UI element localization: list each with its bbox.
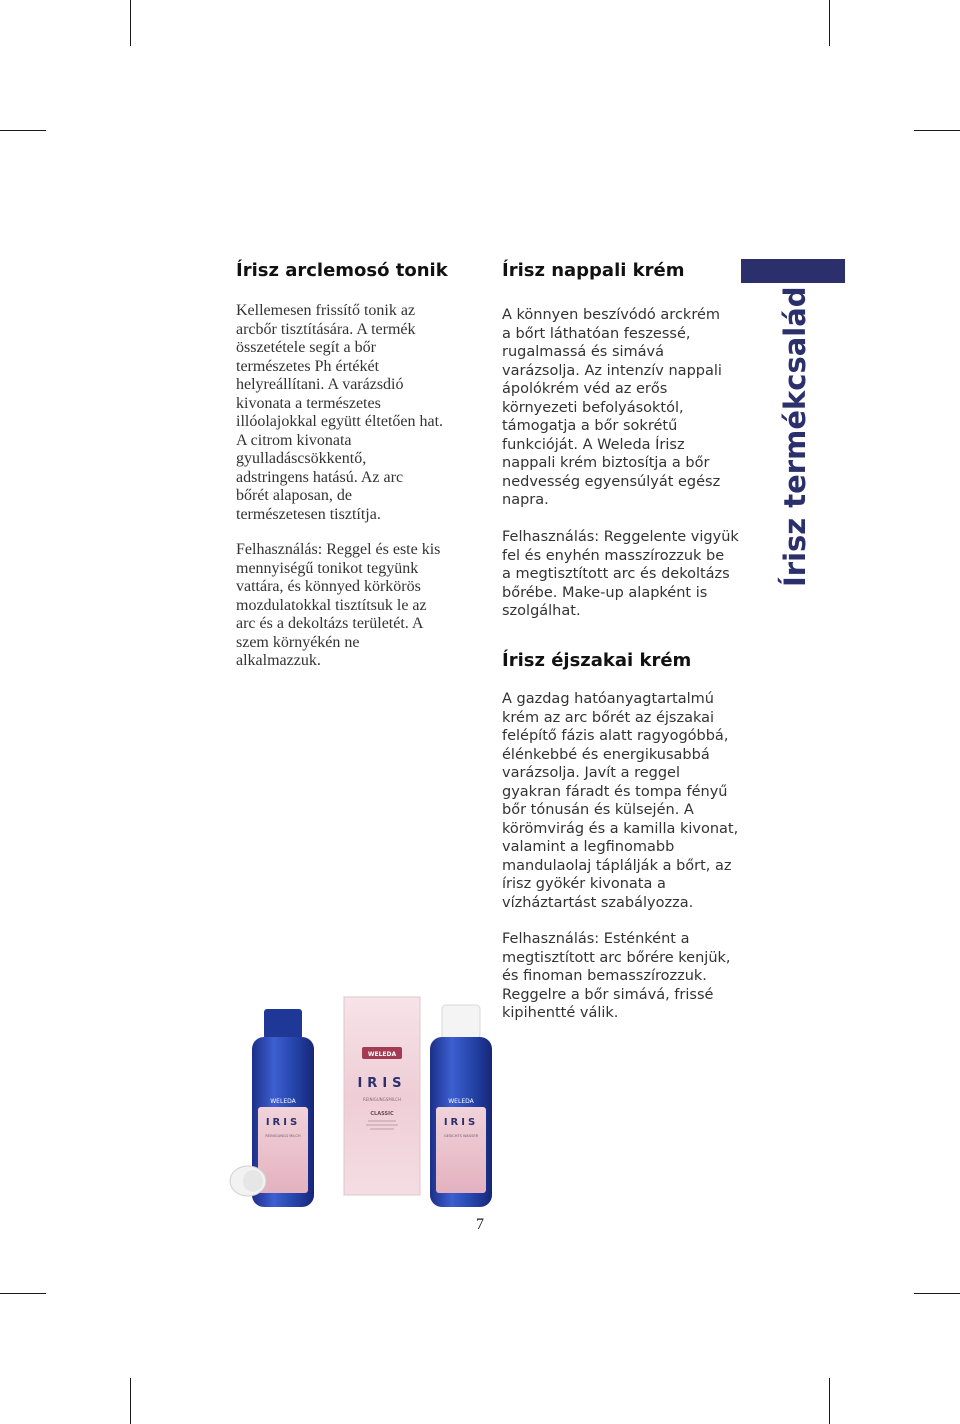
text-line: arc és a dekoltázs területét. A xyxy=(236,615,424,632)
text-line: megtisztított arc bőrére kenjük, xyxy=(502,949,731,966)
text-line: Felhasználás: Esténként a xyxy=(502,931,690,947)
night-cream-description xyxy=(502,690,738,912)
tonic-usage xyxy=(236,541,440,671)
crop-mark xyxy=(0,130,46,131)
product-box xyxy=(344,997,420,1195)
day-cream-usage xyxy=(502,528,739,621)
text-line: bőrébe. Make-up alapként is xyxy=(502,584,708,601)
text-line: Reggelre a bőr simává, frissé xyxy=(502,986,714,1003)
text-line: rugalmassá és simává xyxy=(502,344,665,360)
text-line: mandulaolaj táplálják a bőrt, az xyxy=(502,857,732,874)
right-bottle xyxy=(430,1005,492,1207)
left-bottle-line: IRIS xyxy=(265,1117,301,1128)
left-bottle-product: REINIGUNGS MILCH xyxy=(265,1134,301,1138)
right-bottle-product: GESICHTS WASSER xyxy=(443,1134,479,1138)
text-line: krém az arc bőrét az éjszakai xyxy=(502,709,715,726)
text-line: valamint a legfinomabb xyxy=(502,839,675,855)
box-brand: WELEDA xyxy=(367,1051,397,1058)
text-line: és finoman bemasszírozzuk. xyxy=(502,968,707,984)
text-line: varázsolja. Javít a reggel xyxy=(502,765,680,781)
page-number: 7 xyxy=(476,1216,484,1233)
text-line: kivonata a természetes xyxy=(236,394,381,412)
text-line: mennyiségű tonikot tegyünk xyxy=(236,559,419,577)
tonic-heading: Írisz arclemosó tonik xyxy=(236,260,448,281)
text-line: A citrom kivonata xyxy=(236,431,352,449)
text-line: bőrét alaposan, de xyxy=(236,487,352,504)
text-line: Felhasználás: Reggelente vigyük xyxy=(502,529,739,545)
product-photo xyxy=(218,985,508,1210)
text-line: vízháztartást szabályozza. xyxy=(502,894,694,911)
box-variant: CLASSIC xyxy=(370,1111,394,1117)
right-bottle-brand: WELEDA xyxy=(448,1098,474,1105)
text-line: a bőrt láthatóan feszessé, xyxy=(502,325,691,342)
sidebar-vertical-title: Írisz termékcsalád xyxy=(778,286,812,587)
crop-mark xyxy=(829,1378,830,1424)
text-line: élénkebbé és energikusabbá xyxy=(502,746,710,763)
box-line: IRIS xyxy=(357,1076,407,1091)
text-line: Kellemesen frissítő tonik az xyxy=(236,302,416,319)
text-line: felépítő fázis alatt ragyogóbbá, xyxy=(502,728,729,744)
crop-mark xyxy=(130,0,131,46)
text-line: szolgálhat. xyxy=(502,603,581,619)
crop-mark xyxy=(914,1293,960,1294)
left-bottle-brand: WELEDA xyxy=(270,1098,296,1105)
text-line: nappali krém biztosítja a bőr xyxy=(502,455,710,471)
cap-on-table xyxy=(230,1166,266,1196)
text-line: gyulladáscsökkentő, xyxy=(236,450,367,467)
text-line: helyreállítani. A varázsdió xyxy=(236,376,404,393)
text-line: körömvirág és a kamilla kivonat, xyxy=(502,820,739,837)
text-line: Felhasználás: Reggel és este kis xyxy=(236,541,441,558)
text-line: támogatja a bőr sokrétű xyxy=(502,418,678,434)
text-line: bőr tónusán és külsején. A xyxy=(502,802,694,818)
text-line: mozdulatokkal tisztítsuk le az xyxy=(236,596,427,614)
box-product: REINIGUNGSMILCH xyxy=(363,1097,401,1102)
crop-mark xyxy=(130,1378,131,1424)
text-line: adstringens hatású. Az arc xyxy=(236,468,404,486)
text-line: A könnyen beszívódó arckrém xyxy=(502,307,721,323)
text-line: környezeti befolyásoktól, xyxy=(502,399,684,416)
text-line: szem környékén ne xyxy=(236,633,360,651)
text-line: természetesen tisztítja. xyxy=(236,505,381,523)
crop-mark xyxy=(914,130,960,131)
day-cream-heading: Írisz nappali krém xyxy=(502,260,685,281)
day-cream-description xyxy=(502,306,722,510)
night-cream-usage xyxy=(502,930,731,1023)
text-line: A gazdag hatóanyagtartalmú xyxy=(502,691,714,707)
text-line: funkcióját. A Weleda Írisz xyxy=(502,436,685,453)
right-bottle-line: IRIS xyxy=(443,1117,479,1128)
text-line: alkalmazzuk. xyxy=(236,652,321,669)
sidebar-accent-bar xyxy=(741,259,845,283)
text-line: varázsolja. Az intenzív nappali xyxy=(502,362,722,379)
text-line: gyakran fáradt és tompa fényű xyxy=(502,783,728,800)
text-line: vattára, és könnyed körkörös xyxy=(236,578,421,595)
tonic-description xyxy=(236,302,443,524)
text-line: arcbőr tisztítására. A termék xyxy=(236,320,416,338)
text-line: fel és enyhén masszírozzuk be xyxy=(502,547,725,564)
text-line: ápolókrém véd az erős xyxy=(502,381,668,397)
text-line: írisz gyökér kivonata a xyxy=(502,876,666,892)
text-line: a megtisztított arc és dekoltázs xyxy=(502,566,730,582)
text-line: kipihentté válik. xyxy=(502,1005,619,1021)
crop-mark xyxy=(0,1293,46,1294)
text-line: összetétele segít a bőr xyxy=(236,339,376,356)
text-line: nedvesség egyensúlyát egész xyxy=(502,473,721,490)
text-line: természetes Ph értékét xyxy=(236,357,380,375)
text-line: napra. xyxy=(502,492,549,508)
night-cream-heading: Írisz éjszakai krém xyxy=(502,650,692,671)
crop-mark xyxy=(829,0,830,46)
text-line: illóolajokkal együtt éltetően hat. xyxy=(236,413,444,430)
